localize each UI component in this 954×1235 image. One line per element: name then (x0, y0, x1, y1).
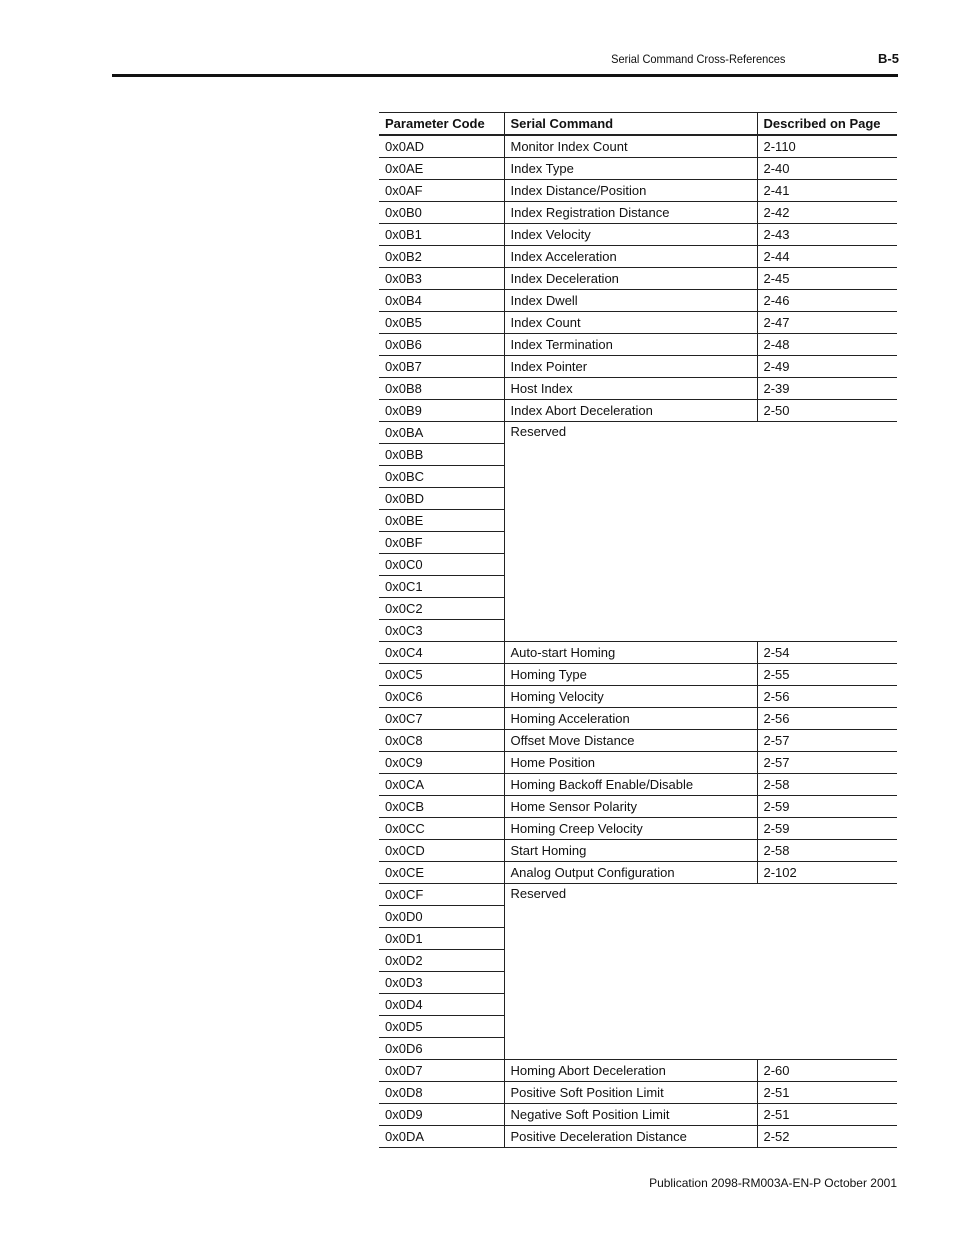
parameter-code-cell: 0x0AD (379, 135, 504, 158)
table-row (379, 708, 897, 730)
parameter-code-cell: 0x0CE (379, 862, 504, 884)
serial-command-cell: Auto-start Homing (504, 642, 757, 664)
described-on-page-cell: 2-51 (757, 1082, 897, 1104)
parameter-code-cell: 0x0C5 (379, 664, 504, 686)
serial-command-cell: Analog Output Configuration (504, 862, 757, 884)
serial-command-cell: Homing Type (504, 664, 757, 686)
serial-command-cell: Index Velocity (504, 224, 757, 246)
serial-command-cell: Positive Deceleration Distance (504, 1126, 757, 1148)
table-row (379, 400, 897, 422)
table-row (379, 224, 897, 246)
parameter-code-cell: 0x0BA (379, 422, 504, 444)
parameter-code-cell: 0x0AF (379, 180, 504, 202)
described-on-page-cell: 2-55 (757, 664, 897, 686)
serial-command-cell: Homing Velocity (504, 686, 757, 708)
parameter-code-cell: 0x0D1 (379, 928, 504, 950)
column-header-described-on-page: Described on Page (757, 113, 897, 136)
described-on-page-cell: 2-40 (757, 158, 897, 180)
table-row (379, 290, 897, 312)
table-row (379, 774, 897, 796)
described-on-page-cell: 2-44 (757, 246, 897, 268)
serial-command-cell: Index Distance/Position (504, 180, 757, 202)
described-on-page-cell: 2-41 (757, 180, 897, 202)
parameter-code-cell: 0x0B4 (379, 290, 504, 312)
described-on-page-cell: 2-59 (757, 796, 897, 818)
parameter-code-cell: 0x0C9 (379, 752, 504, 774)
serial-command-cell: Homing Abort Deceleration (504, 1060, 757, 1082)
serial-command-cell: Index Count (504, 312, 757, 334)
parameter-code-cell: 0x0BB (379, 444, 504, 466)
serial-command-cell: Index Registration Distance (504, 202, 757, 224)
described-on-page-cell: 2-52 (757, 1126, 897, 1148)
described-on-page-cell: 2-56 (757, 708, 897, 730)
table-row (379, 135, 897, 158)
table-row (379, 884, 897, 906)
table-row (379, 686, 897, 708)
parameter-code-cell: 0x0BE (379, 510, 504, 532)
parameter-code-cell: 0x0AE (379, 158, 504, 180)
table-row (379, 1126, 897, 1148)
described-on-page-cell: 2-57 (757, 730, 897, 752)
parameter-code-cell: 0x0B0 (379, 202, 504, 224)
serial-command-cell: Homing Acceleration (504, 708, 757, 730)
parameter-code-cell: 0x0B2 (379, 246, 504, 268)
parameter-code-cell: 0x0D9 (379, 1104, 504, 1126)
parameter-code-cell: 0x0BF (379, 532, 504, 554)
parameter-code-cell: 0x0BC (379, 466, 504, 488)
table-row (379, 1082, 897, 1104)
described-on-page-cell: 2-43 (757, 224, 897, 246)
parameter-code-cell: 0x0B7 (379, 356, 504, 378)
described-on-page-cell: 2-54 (757, 642, 897, 664)
serial-command-cell: Index Abort Deceleration (504, 400, 757, 422)
serial-command-cell: Index Deceleration (504, 268, 757, 290)
table-body (379, 135, 897, 1148)
serial-command-cell: Homing Backoff Enable/Disable (504, 774, 757, 796)
serial-command-cell: Home Sensor Polarity (504, 796, 757, 818)
described-on-page-cell: 2-102 (757, 862, 897, 884)
cross-reference-table (379, 112, 897, 1148)
table-row (379, 796, 897, 818)
serial-command-cell: Index Pointer (504, 356, 757, 378)
parameter-code-cell: 0x0D8 (379, 1082, 504, 1104)
column-header-parameter-code: Parameter Code (379, 113, 504, 136)
serial-command-cell: Index Acceleration (504, 246, 757, 268)
described-on-page-cell: 2-60 (757, 1060, 897, 1082)
parameter-code-cell: 0x0D5 (379, 1016, 504, 1038)
parameter-code-cell: 0x0CF (379, 884, 504, 906)
parameter-code-cell: 0x0D0 (379, 906, 504, 928)
table-row (379, 818, 897, 840)
parameter-code-cell: 0x0D2 (379, 950, 504, 972)
parameter-code-cell: 0x0BD (379, 488, 504, 510)
described-on-page-cell: 2-50 (757, 400, 897, 422)
parameter-code-cell: 0x0B8 (379, 378, 504, 400)
table-row (379, 268, 897, 290)
described-on-page-cell: 2-56 (757, 686, 897, 708)
parameter-code-cell: 0x0D4 (379, 994, 504, 1016)
serial-command-cell: Index Termination (504, 334, 757, 356)
table-row (379, 752, 897, 774)
table-row (379, 1104, 897, 1126)
parameter-code-cell: 0x0CD (379, 840, 504, 862)
table-row (379, 312, 897, 334)
table-row (379, 356, 897, 378)
described-on-page-cell: 2-49 (757, 356, 897, 378)
table-row (379, 862, 897, 884)
parameter-code-cell: 0x0CB (379, 796, 504, 818)
parameter-code-cell: 0x0D7 (379, 1060, 504, 1082)
described-on-page-cell: 2-39 (757, 378, 897, 400)
described-on-page-cell: 2-42 (757, 202, 897, 224)
described-on-page-cell: 2-51 (757, 1104, 897, 1126)
parameter-code-cell: 0x0C4 (379, 642, 504, 664)
parameter-code-cell: 0x0D3 (379, 972, 504, 994)
described-on-page-cell: 2-110 (757, 135, 897, 158)
column-header-serial-command: Serial Command (504, 113, 757, 136)
parameter-code-cell: 0x0C2 (379, 598, 504, 620)
parameter-code-cell: 0x0DA (379, 1126, 504, 1148)
described-on-page-cell: 2-58 (757, 774, 897, 796)
table-row (379, 664, 897, 686)
table-row (379, 840, 897, 862)
described-on-page-cell: 2-46 (757, 290, 897, 312)
serial-command-cell: Home Position (504, 752, 757, 774)
header-rule (112, 74, 898, 77)
table-row (379, 202, 897, 224)
parameter-code-cell: 0x0D6 (379, 1038, 504, 1060)
table-row (379, 378, 897, 400)
table-row (379, 334, 897, 356)
described-on-page-cell: 2-57 (757, 752, 897, 774)
publication-footer: Publication 2098-RM003A-EN-P October 2001 (649, 1176, 897, 1190)
table-row (379, 1060, 897, 1082)
parameter-code-cell: 0x0CA (379, 774, 504, 796)
page-number: B-5 (878, 51, 899, 66)
serial-command-cell: Start Homing (504, 840, 757, 862)
parameter-code-cell: 0x0C7 (379, 708, 504, 730)
serial-command-cell: Positive Soft Position Limit (504, 1082, 757, 1104)
serial-command-cell: Homing Creep Velocity (504, 818, 757, 840)
table-row (379, 158, 897, 180)
described-on-page-cell: 2-45 (757, 268, 897, 290)
parameter-code-cell: 0x0CC (379, 818, 504, 840)
parameter-code-cell: 0x0B5 (379, 312, 504, 334)
parameter-code-cell: 0x0B9 (379, 400, 504, 422)
serial-command-cell: Negative Soft Position Limit (504, 1104, 757, 1126)
table-row (379, 730, 897, 752)
serial-command-cell: Reserved (504, 422, 897, 642)
described-on-page-cell: 2-47 (757, 312, 897, 334)
serial-command-cell: Monitor Index Count (504, 135, 757, 158)
parameter-code-cell: 0x0C8 (379, 730, 504, 752)
described-on-page-cell: 2-59 (757, 818, 897, 840)
parameter-code-cell: 0x0B3 (379, 268, 504, 290)
serial-command-cell: Offset Move Distance (504, 730, 757, 752)
table-row (379, 422, 897, 444)
parameter-code-cell: 0x0C3 (379, 620, 504, 642)
parameter-code-cell: 0x0C0 (379, 554, 504, 576)
parameter-code-cell: 0x0B6 (379, 334, 504, 356)
table-header-row (379, 113, 897, 136)
running-header-title: Serial Command Cross-References (610, 52, 785, 66)
table-row (379, 642, 897, 664)
parameter-code-cell: 0x0B1 (379, 224, 504, 246)
serial-command-cell: Index Type (504, 158, 757, 180)
table-row (379, 180, 897, 202)
described-on-page-cell: 2-58 (757, 840, 897, 862)
described-on-page-cell: 2-48 (757, 334, 897, 356)
parameter-code-cell: 0x0C1 (379, 576, 504, 598)
serial-command-cell: Index Dwell (504, 290, 757, 312)
parameter-code-cell: 0x0C6 (379, 686, 504, 708)
serial-command-cell: Host Index (504, 378, 757, 400)
serial-command-cell: Reserved (504, 884, 897, 1060)
table-row (379, 246, 897, 268)
